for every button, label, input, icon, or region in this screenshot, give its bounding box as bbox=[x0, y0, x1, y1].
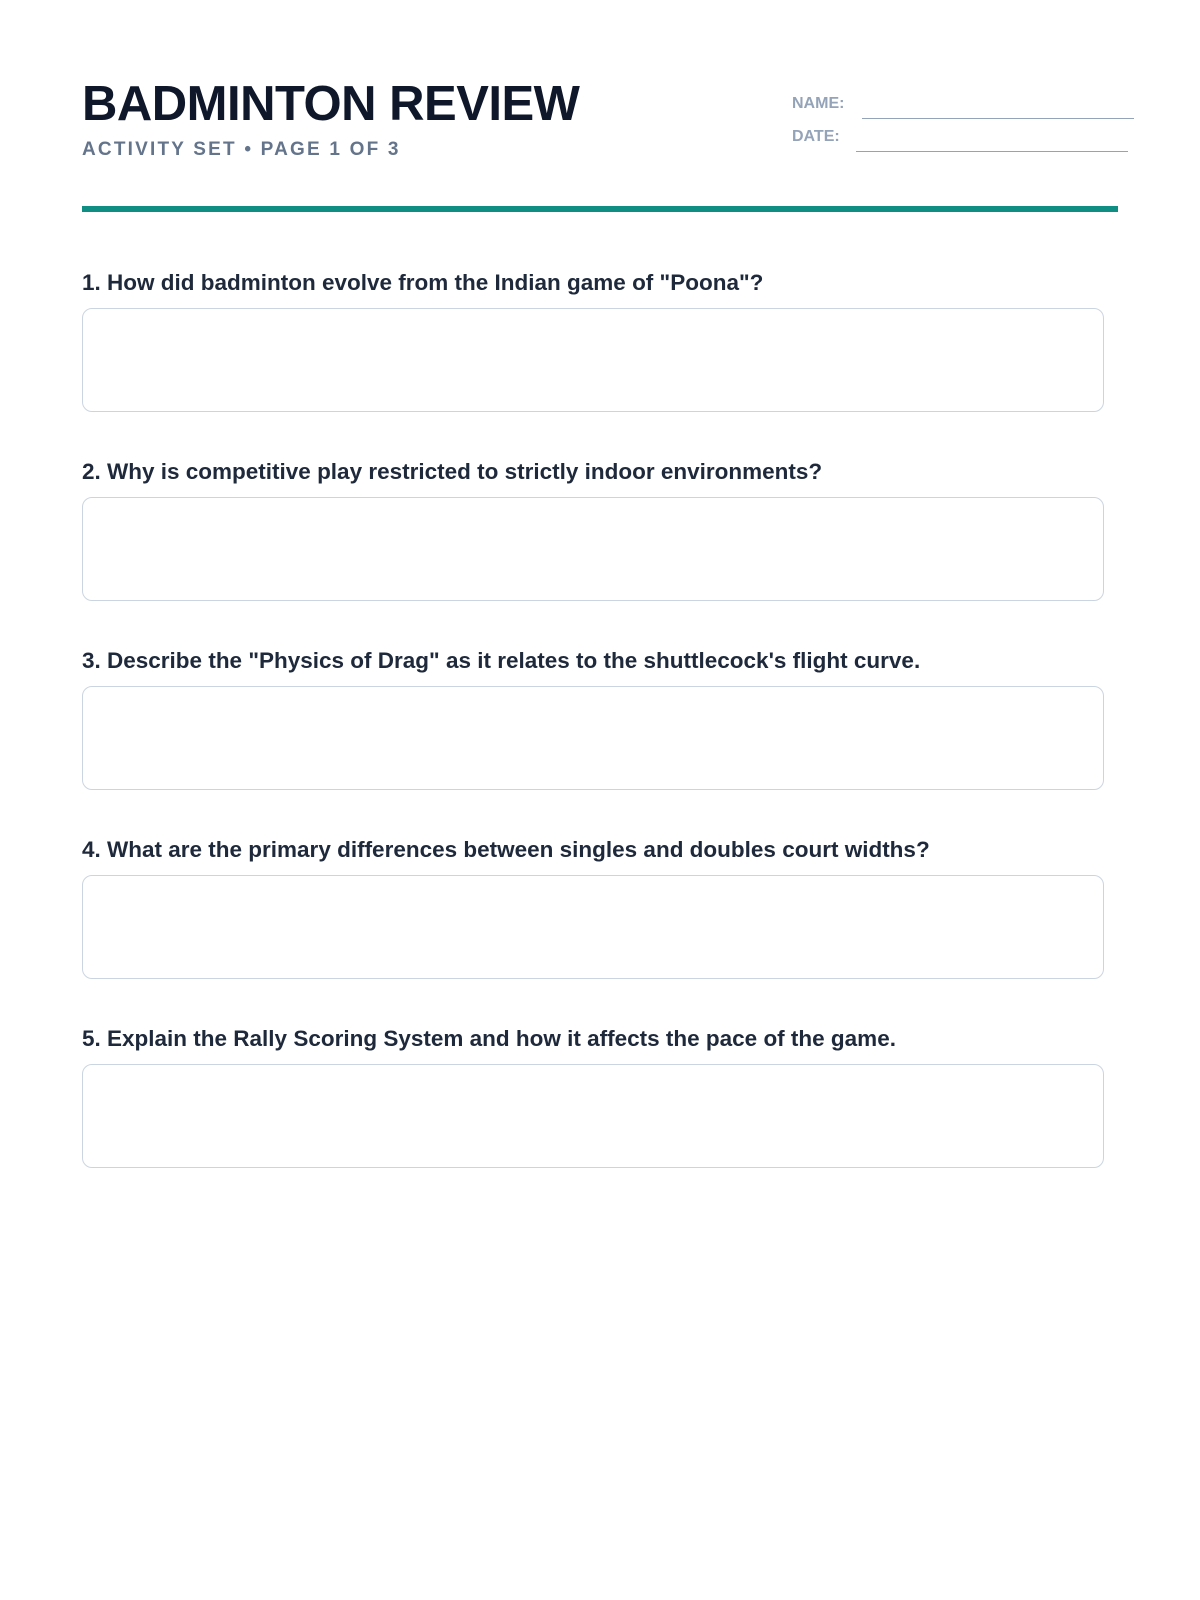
question-text: 4. What are the primary differences between singles and doubles court widths? bbox=[82, 837, 930, 862]
name-label: NAME: bbox=[792, 95, 845, 112]
date-label: DATE: bbox=[792, 128, 840, 145]
worksheet-header bbox=[82, 0, 1118, 212]
date-field[interactable] bbox=[856, 151, 1128, 152]
question-item bbox=[82, 1024, 1104, 1168]
question-text: 2. Why is competitive play restricted to strictly indoor environments? bbox=[82, 459, 823, 484]
question-item bbox=[82, 646, 1104, 790]
answer-box[interactable] bbox=[82, 686, 1104, 790]
name-row bbox=[792, 96, 1134, 129]
page-title: BADMINTON REVIEW bbox=[82, 77, 580, 131]
answer-box[interactable] bbox=[82, 1064, 1104, 1168]
question-item bbox=[82, 457, 1104, 601]
question-item bbox=[82, 835, 1104, 979]
question-item bbox=[82, 268, 1104, 412]
question-text: 1. How did badminton evolve from the Indian game of "Poona"? bbox=[82, 270, 764, 295]
student-info bbox=[792, 96, 1134, 162]
page-subtitle: ACTIVITY SET • PAGE 1 OF 3 bbox=[82, 139, 401, 160]
answer-box[interactable] bbox=[82, 497, 1104, 601]
question-list bbox=[82, 268, 1104, 1213]
answer-box[interactable] bbox=[82, 875, 1104, 979]
question-text: 3. Describe the "Physics of Drag" as it relates to the shuttlecock's flight curve. bbox=[82, 648, 921, 673]
question-text: 5. Explain the Rally Scoring System and how it affects the pace of the game. bbox=[82, 1026, 896, 1051]
answer-box[interactable] bbox=[82, 308, 1104, 412]
date-row bbox=[792, 129, 1134, 162]
name-field[interactable] bbox=[862, 118, 1134, 119]
header-divider bbox=[82, 206, 1118, 212]
